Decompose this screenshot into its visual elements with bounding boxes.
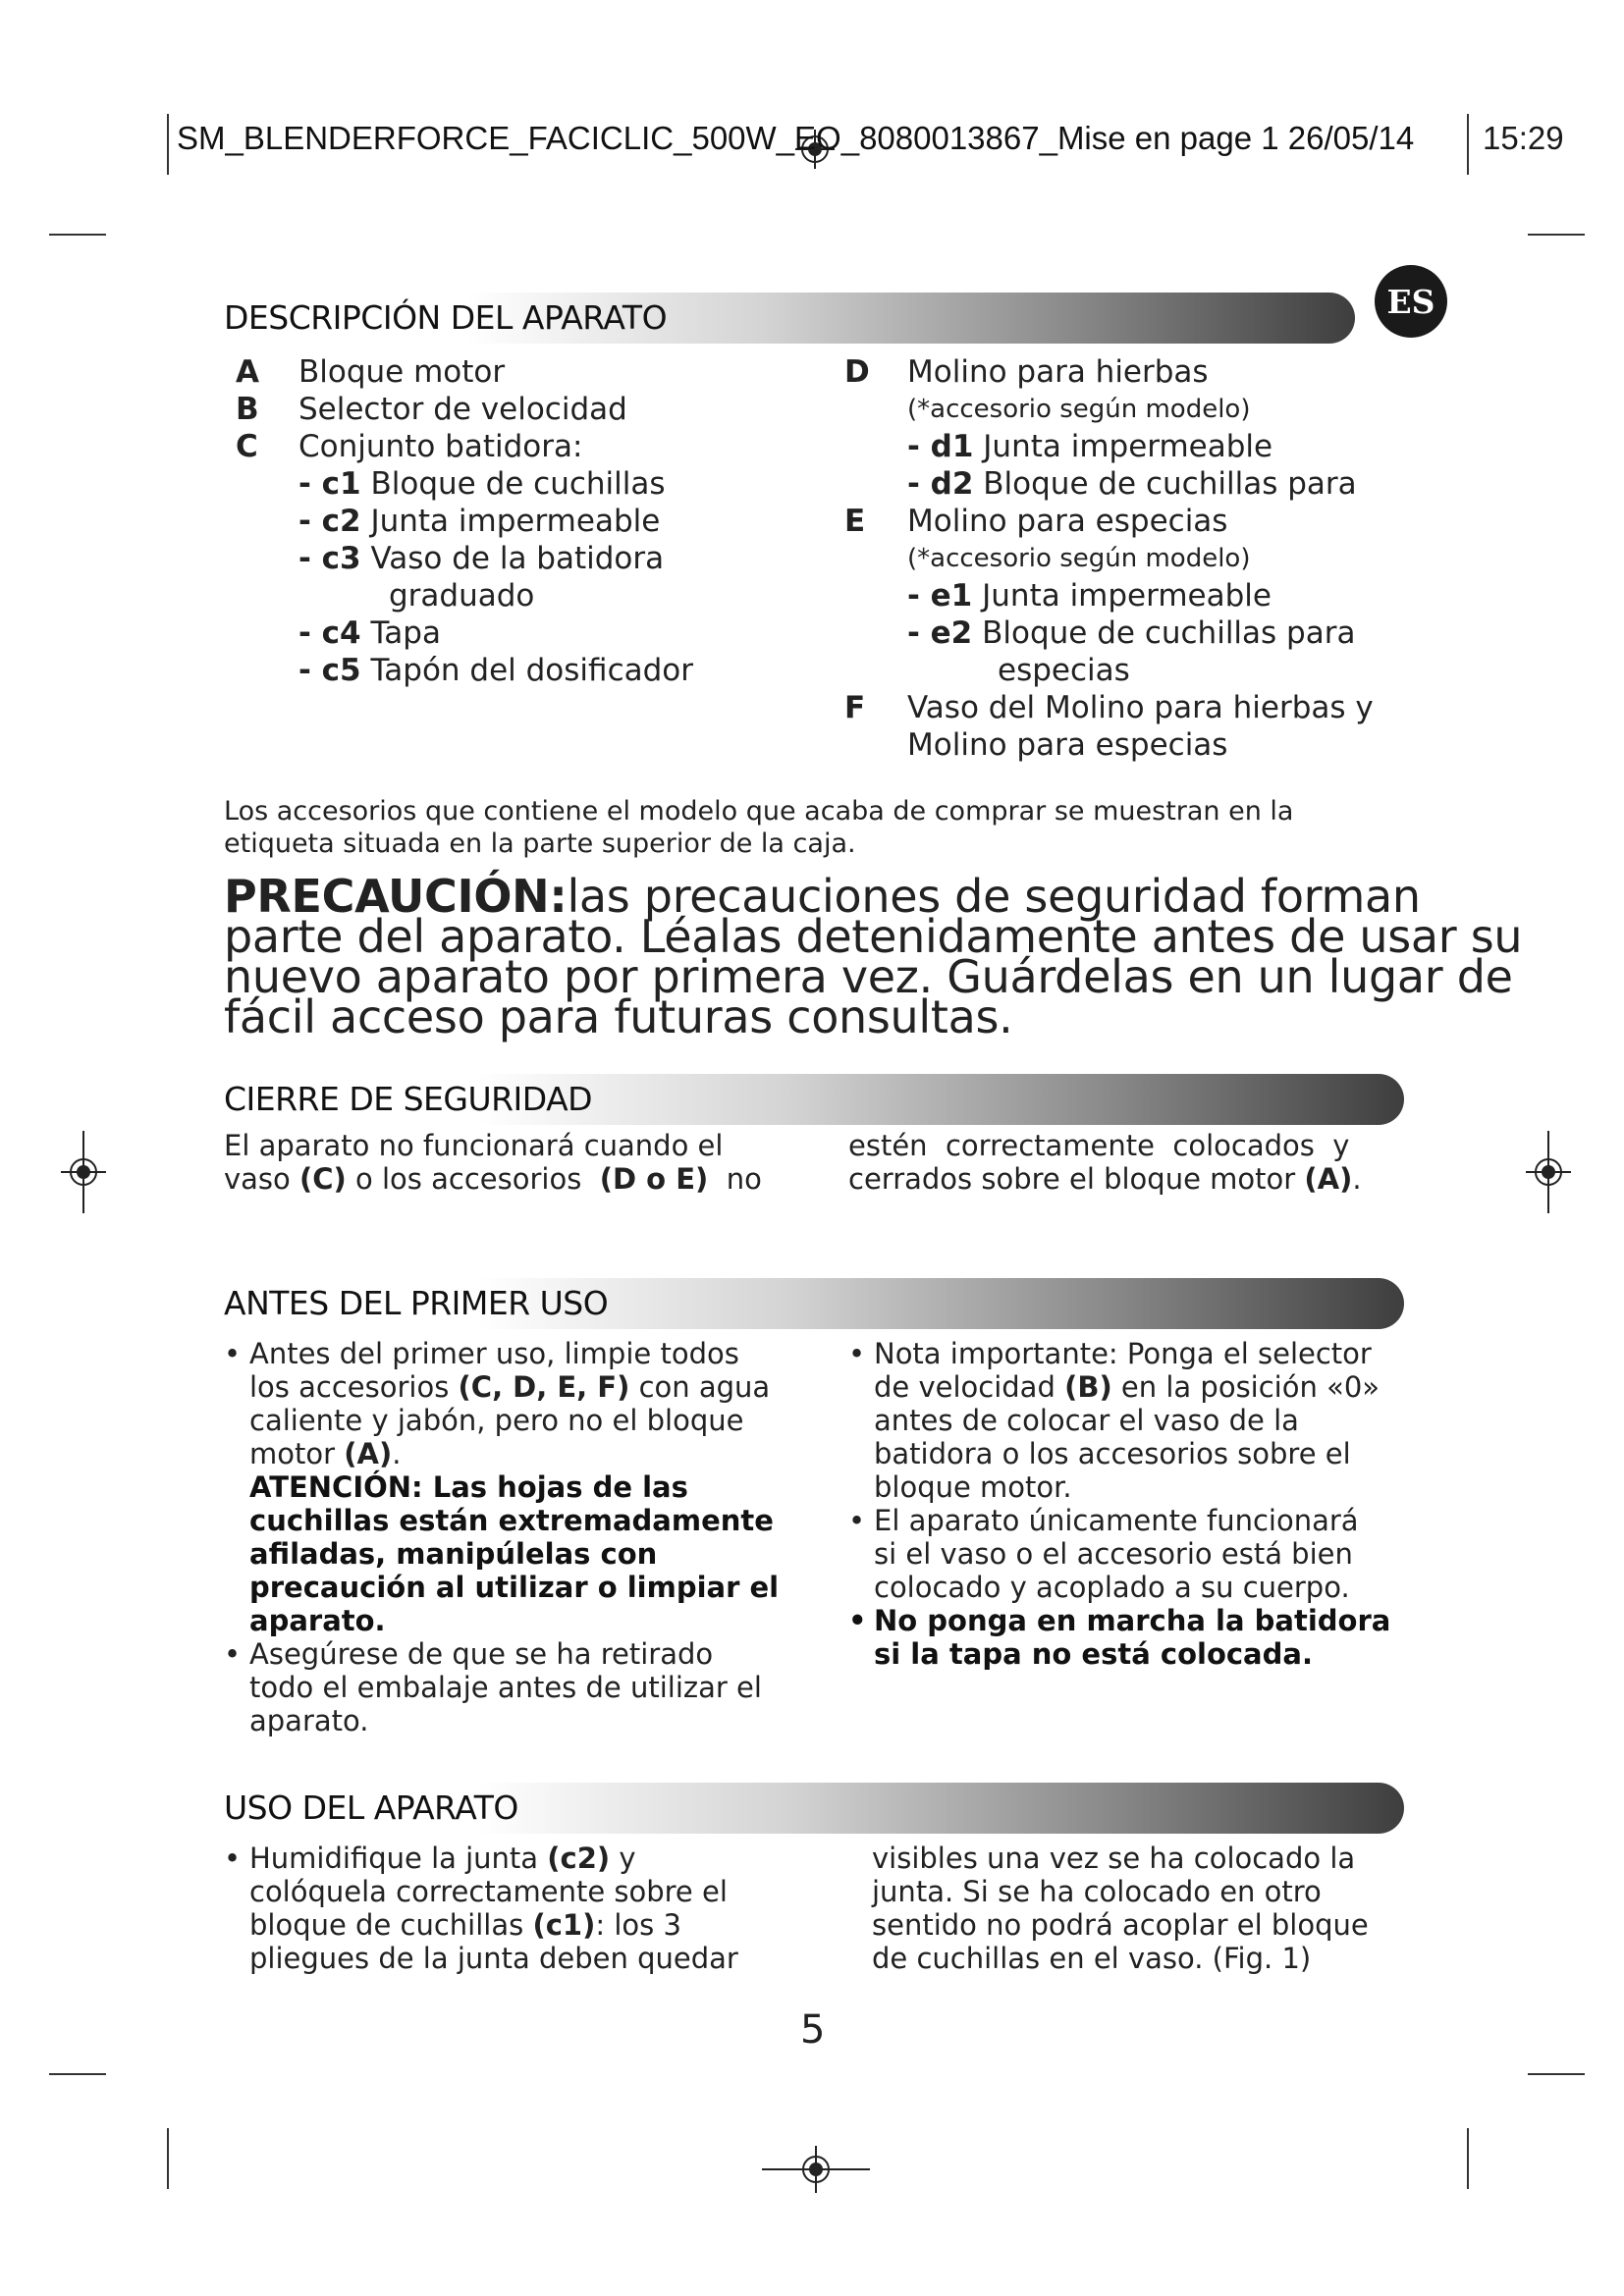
- page-number: 5: [800, 2007, 826, 2053]
- item-c2: - c2 Junta impermeable: [298, 504, 661, 539]
- item-d: D Molino para hierbas: [844, 354, 1209, 390]
- first-use-bullet-operation: • El aparato únicamente funcionará si el vaso o el accesorio está bien colocado y acoplado a su cuerpo.: [848, 1504, 1437, 1604]
- crop-mark-top-right: [1467, 114, 1469, 175]
- item-c3-cont: graduado: [389, 578, 535, 614]
- item-b: B Selector de velocidad: [236, 392, 627, 427]
- item-f-cont: Molino para especias: [907, 727, 1228, 763]
- crop-mark-bottom-right: [1467, 2128, 1469, 2189]
- item-d1: - d1 Junta impermeable: [907, 429, 1273, 464]
- section-title-usage: USO DEL APARATO: [224, 1789, 518, 1827]
- section-title-first-use: ANTES DEL PRIMER USO: [224, 1284, 609, 1322]
- item-a: A Bloque motor: [236, 354, 506, 390]
- usage-left: [224, 1842, 813, 1975]
- first-use-bullet-packaging: • Asegúrese de que se ha retirado todo el embalaje antes de utilizar el aparato.: [224, 1637, 813, 1737]
- caution-block: PRECAUCIÓN:las precauciones de seguridad forman parte del aparato. Léalas detenidamente antes de usar su nuevo aparato por primera vez. Guárdelas en un lugar de fácil acceso para futuras consultas.: [224, 870, 1523, 1043]
- first-use-left: [224, 1337, 813, 1737]
- crop-mark-right-lower: [1528, 2073, 1585, 2075]
- first-use-bullet-selector: • Nota importante: Ponga el selector de velocidad (B) en la posición «0» antes de colocar el vaso de la batidora o los accesorios sobre el bloque motor.: [848, 1337, 1437, 1504]
- first-use-warning: ATENCIÓN: Las hojas de las cuchillas están extremadamente afiladas, manipúlelas con precaución al utilizar o limpiar el aparato.: [249, 1470, 780, 1637]
- crop-mark-bottom-left: [167, 2128, 169, 2189]
- item-e2: - e2 Bloque de cuchillas para: [907, 615, 1356, 651]
- print-header: [177, 120, 1414, 157]
- crop-mark-top-left: [167, 114, 169, 175]
- first-use-right: [848, 1337, 1437, 1671]
- item-e: E Molino para especias: [844, 504, 1228, 539]
- item-c5: - c5 Tapón del dosificador: [298, 653, 693, 688]
- crop-mark-right-upper: [1528, 234, 1585, 236]
- item-c3: - c3 Vaso de la batidora: [298, 541, 665, 576]
- section-title-description: DESCRIPCIÓN DEL APARATO: [224, 298, 668, 337]
- item-d-note: (*accesorio según modelo): [907, 395, 1251, 424]
- print-time: 15:29: [1483, 120, 1564, 156]
- registration-mark-icon: [1524, 1131, 1573, 1213]
- item-c: C Conjunto batidora:: [236, 429, 583, 464]
- item-c4: - c4 Tapa: [298, 615, 441, 651]
- item-c1: - c1 Bloque de cuchillas: [298, 466, 666, 502]
- caution-lead: PRECAUCIÓN:: [224, 870, 568, 923]
- safety-lock-left: El aparato no funcionará cuando el vaso (C) o los accesorios (D o E) no: [224, 1129, 762, 1196]
- item-e1: - e1 Junta impermeable: [907, 578, 1272, 614]
- item-f: F Vaso del Molino para hierbas y: [844, 690, 1374, 725]
- first-use-bullet-lid: • No ponga en marcha la batidora si la tapa no está colocada.: [848, 1604, 1437, 1671]
- registration-mark-icon: [59, 1131, 108, 1213]
- item-e2-cont: especias: [998, 653, 1130, 688]
- usage-right: visibles una vez se ha colocado la junta. Si se ha colocado en otro sentido no podrá acoplar el bloque de cuchillas en el vaso. (Fig. 1): [872, 1842, 1369, 1975]
- crop-mark-left-lower: [49, 2073, 106, 2075]
- usage-bullet-seal: • Humidifique la junta (c2) y colóquela correctamente sobre el bloque de cuchillas (c1): los 3 pliegues de la junta deben quedar: [224, 1842, 813, 1975]
- print-file-name: SM_BLENDERFORCE_FACICLIC_500W_EO_8080013867_Mise en page 1 26/05/14: [177, 120, 1415, 156]
- crop-mark-left-upper: [49, 234, 106, 236]
- accessories-note: Los accesorios que contiene el modelo que acaba de comprar se muestran en la etiqueta situada en la parte superior de la caja.: [224, 796, 1294, 859]
- description-right-column: [844, 353, 1434, 764]
- description-left-column: [236, 353, 825, 689]
- safety-lock-right: estén correctamente colocados y cerrados sobre el bloque motor (A).: [848, 1129, 1362, 1196]
- section-title-safety-lock: CIERRE DE SEGURIDAD: [224, 1080, 593, 1118]
- language-badge: ES: [1375, 265, 1447, 338]
- item-e-note: (*accesorio según modelo): [907, 544, 1251, 573]
- item-d2: - d2 Bloque de cuchillas para: [907, 466, 1357, 502]
- first-use-bullet-clean: • Antes del primer uso, limpie todos los accesorios (C, D, E, F) con agua caliente y jabón, pero no el bloque motor (A). ATENCIÓN: Las hojas de las cuchillas están extremadamente afiladas, manipúlelas con precaución al utilizar o limpiar el aparato.: [224, 1337, 813, 1637]
- registration-mark-icon: [762, 2140, 870, 2199]
